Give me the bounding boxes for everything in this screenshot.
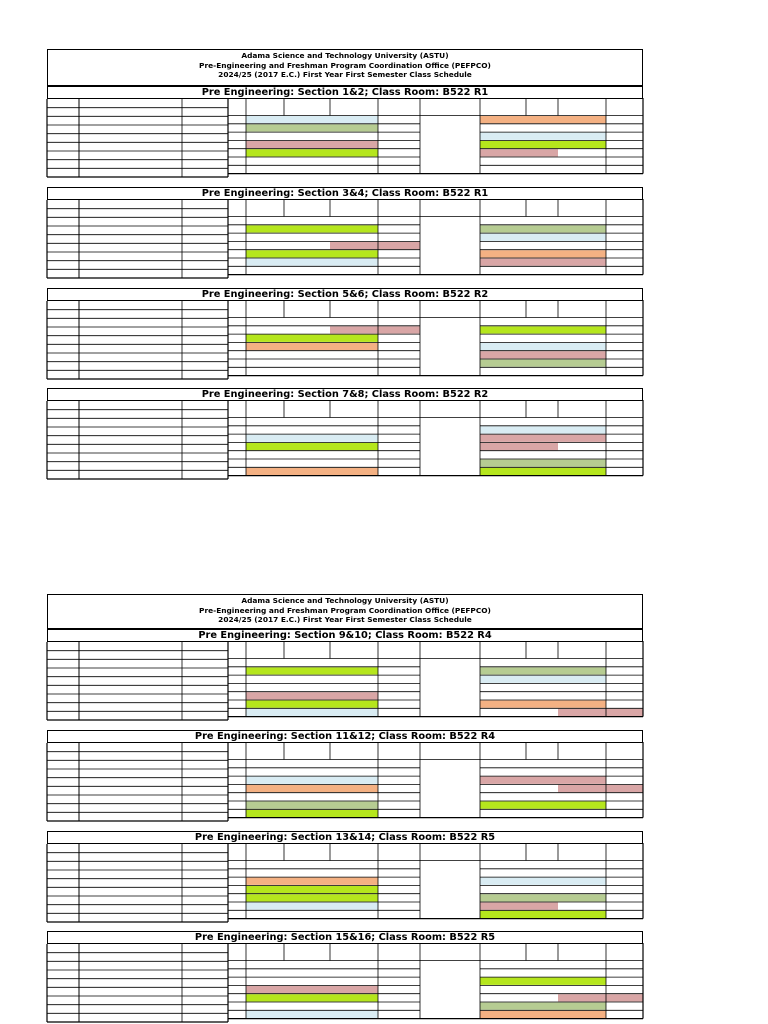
schedule-bar [246, 149, 378, 156]
schedule-bar [246, 250, 378, 257]
schedule-bar [246, 335, 378, 342]
section-title: Pre Engineering: Section 13&14; Class Room: B522 R5 [47, 831, 643, 844]
schedule-bar [246, 667, 378, 674]
schedule-bar [330, 326, 420, 333]
schedule-bar [480, 234, 606, 241]
schedule-title: 2024/25 (2017 E.C.) First Year First Semester Class Schedule [218, 70, 472, 80]
schedule-bar [246, 709, 378, 716]
schedule-bar [480, 250, 606, 257]
schedule-bar [480, 259, 606, 266]
schedule-bar [480, 225, 606, 232]
schedule-bar [246, 701, 378, 708]
schedule-bar [246, 810, 378, 817]
schedule-bar [480, 443, 558, 450]
schedule-bar [480, 468, 606, 475]
schedule-bar [558, 709, 643, 716]
schedule-bar [480, 777, 606, 784]
schedule-bar [246, 225, 378, 232]
schedule-bar [246, 124, 378, 131]
schedule-bar [246, 443, 378, 450]
schedule-bar [480, 1003, 606, 1010]
schedule-bar [480, 149, 558, 156]
section-title: Pre Engineering: Section 11&12; Class Room: B522 R4 [47, 730, 643, 743]
schedule-bar [480, 460, 606, 467]
schedule-bar [246, 692, 378, 699]
office-name: Pre-Engineering and Freshman Program Coordination Office (PEFPCO) [199, 605, 491, 615]
schedule-bar [480, 326, 606, 333]
schedule-bar [480, 133, 606, 140]
office-name: Pre-Engineering and Freshman Program Coordination Office (PEFPCO) [199, 60, 491, 70]
schedule-bar [246, 886, 378, 893]
schedule-bar [246, 785, 378, 792]
schedule-bar [246, 802, 378, 809]
schedule-bar [246, 994, 378, 1001]
schedule-bar [480, 701, 606, 708]
schedule-title: 2024/25 (2017 E.C.) First Year First Semester Class Schedule [218, 615, 472, 625]
schedule-bar [480, 351, 606, 358]
section-title: Pre Engineering: Section 5&6; Class Room: B522 R2 [47, 288, 643, 301]
schedule-bar [480, 676, 606, 683]
section-title: Pre Engineering: Section 1&2; Class Room: B522 R1 [47, 86, 643, 99]
schedule-bar [480, 116, 606, 123]
schedule-bar [246, 259, 378, 266]
section-title: Pre Engineering: Section 9&10; Class Room: B522 R4 [47, 629, 643, 642]
schedule-bar [480, 1011, 606, 1018]
schedule-bar [246, 435, 378, 442]
schedule-bar [480, 911, 606, 918]
schedule-bar [246, 986, 378, 993]
schedule-bar [480, 426, 606, 433]
schedule-bar [480, 667, 606, 674]
schedule-bar [480, 903, 558, 910]
schedule-bar [480, 878, 606, 885]
schedule-bar [480, 141, 606, 148]
schedule-bar [480, 360, 606, 367]
university-name: Adama Science and Technology University (ASTU) [241, 51, 449, 60]
section-title: Pre Engineering: Section 15&16; Class Room: B522 R5 [47, 931, 643, 944]
schedule-bar [330, 242, 420, 249]
university-name: Adama Science and Technology University (ASTU) [241, 596, 449, 605]
schedule-bar [246, 777, 378, 784]
schedule-bar [480, 802, 606, 809]
section-title: Pre Engineering: Section 3&4; Class Room: B522 R1 [47, 187, 643, 200]
schedule-bar [480, 435, 606, 442]
schedule-bar [246, 1011, 378, 1018]
schedule-bar [480, 894, 606, 901]
schedule-bar [246, 141, 378, 148]
schedule-bar [246, 878, 378, 885]
schedule-bar [246, 116, 378, 123]
schedule-bar [558, 785, 643, 792]
schedule-bar [246, 468, 378, 475]
schedule-bar [246, 894, 378, 901]
schedule-bar [558, 994, 643, 1001]
section-title: Pre Engineering: Section 7&8; Class Room: B522 R2 [47, 388, 643, 401]
schedule-bar [246, 903, 378, 910]
schedule-bar [246, 343, 378, 350]
schedule-bar [480, 343, 606, 350]
schedule-bar [480, 978, 606, 985]
